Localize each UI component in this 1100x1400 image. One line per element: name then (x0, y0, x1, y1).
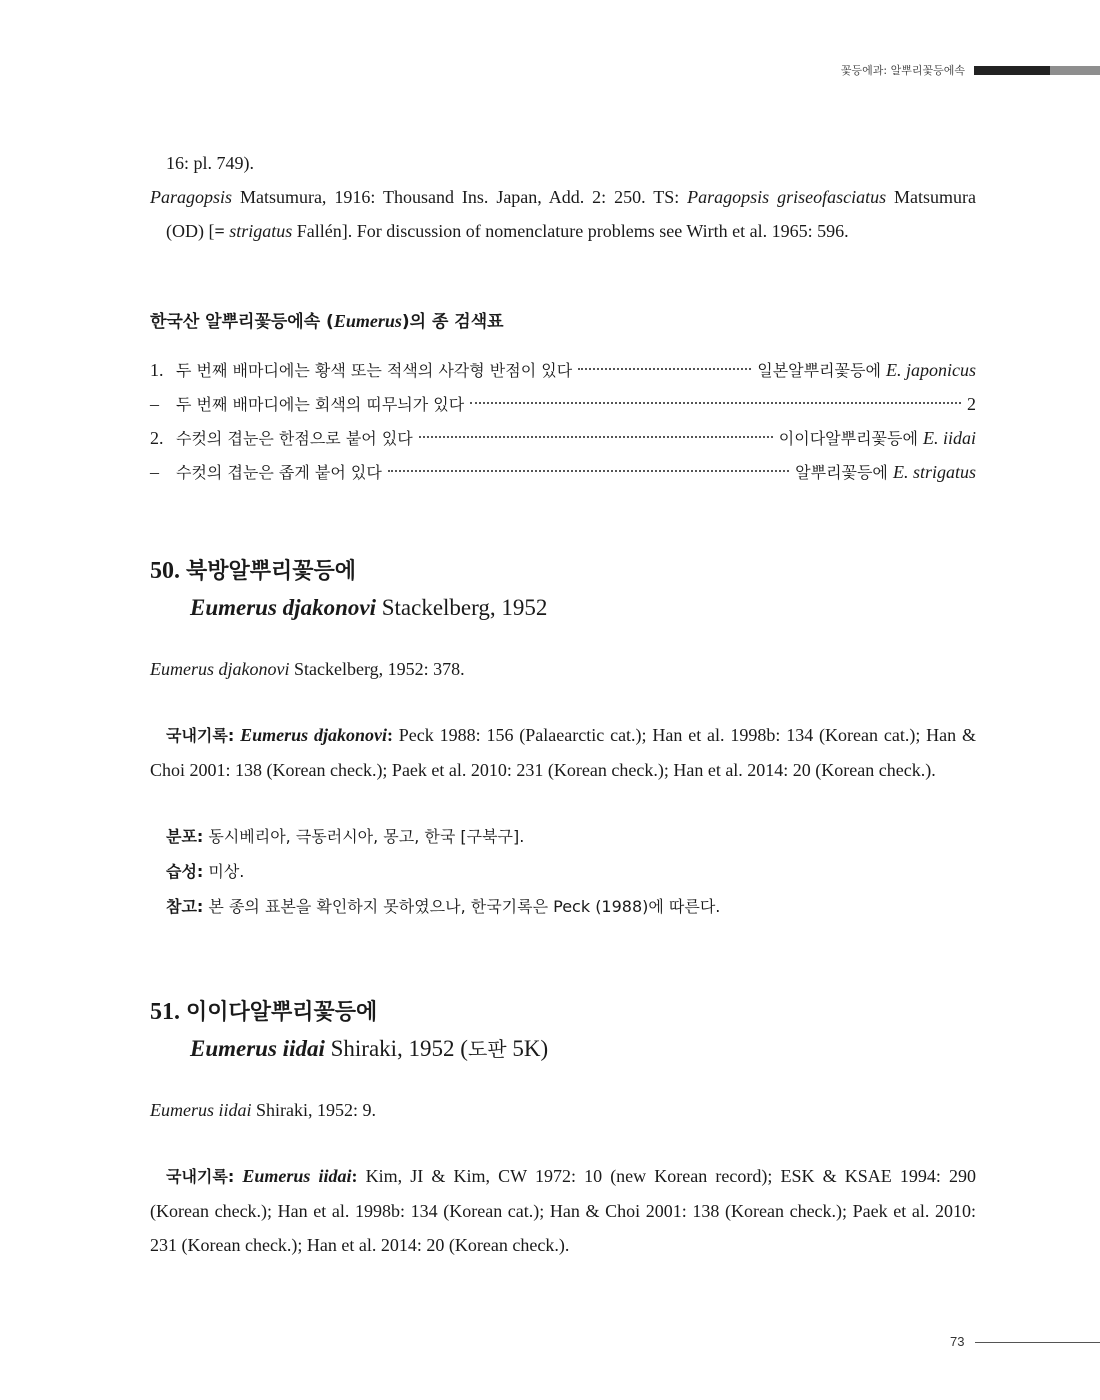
species-51-heading: 51. 이이다알뿌리꽃등에 Eumerus iidai Shiraki, 1952 (도판 5K) (150, 999, 549, 1061)
header-bar-dark (974, 66, 1050, 75)
key-row: 2. 수컷의 겹눈은 한점으로 붙어 있다 이이다알뿌리꽃등에 E. iidai (150, 428, 976, 448)
species-50-records: 국내기록: Eumerus djakonovi: Peck 1988: 156 (Palaearctic cat.); Han et al. 1998b: 134 (Korean cat.); Han & Choi 2001: 138 (Korean check.); Paek et al. 2010: 231 (Korean check.); Han et al. 2014: 20 (Korean check.). (150, 725, 976, 780)
species-50-note: 참고: 본 종의 표본을 확인하지 못하였으나, 한국기록은 Peck (1988)에 따른다. (166, 897, 721, 916)
species-51-citation: Eumerus iidai Shiraki, 1952: 9. (150, 1100, 376, 1120)
running-title: 꽃등에과: 알뿌리꽃등에속 (840, 64, 965, 77)
page-number: 73 (950, 1334, 965, 1349)
synonym-genus: Paragopsis (150, 187, 233, 207)
key-row: – 두 번째 배마디에는 회색의 띠무늬가 있다 2 (150, 394, 976, 414)
species-50-heading: 50. 북방알뿌리꽃등에 Eumerus djakonovi Stackelberg, 1952 (150, 558, 548, 620)
leader-dots (470, 402, 961, 404)
key-row: – 수컷의 겹눈은 좁게 붙어 있다 알뿌리꽃등에 E. strigatus (150, 462, 976, 482)
species-50-citation: Eumerus djakonovi Stackelberg, 1952: 378. (150, 659, 465, 679)
header-bar-gray (1050, 66, 1100, 75)
leader-dots (419, 436, 773, 438)
synonym-type-species: Paragopsis griseofasciatus (687, 187, 887, 207)
identification-key (150, 353, 976, 489)
intro-continuation: 16: pl. 749). (166, 153, 254, 173)
page-content (150, 146, 976, 1262)
key-row: 1. 두 번째 배마디에는 황색 또는 적색의 사각형 반점이 있다 일본알뿌리꽃등에 E. japonicus (150, 360, 976, 380)
leader-dots (388, 470, 789, 472)
key-title: 한국산 알뿌리꽃등에속 (Eumerus)의 종 검색표 (150, 311, 504, 332)
intro-synonym: Paragopsis Matsumura, 1916: Thousand Ins. Japan, Add. 2: 250. TS: Paragopsis griseofasciatus Matsumura (OD) [= strigatus Fallén]. For discussion of nomenclature problems see Wirth et al. 1965: 596. (150, 187, 977, 241)
leader-dots (578, 368, 751, 370)
running-header (841, 62, 1100, 78)
footer-rule (975, 1342, 1100, 1343)
species-51-records: 국내기록: Eumerus iidai: Kim, JI & Kim, CW 1972: 10 (new Korean record); ESK & KSAE 1994: 290 (Korean check.); Han et al. 1998b: 134 (Korean cat.); Han & Choi 2001: 138 (Korean check.); Paek et al. 2010: 231 (Korean check.); Han et al. 2014: 20 (Korean check.). (150, 1166, 976, 1255)
species-50-distribution: 분포: 동시베리아, 극동러시아, 몽고, 한국 [구북구]. (166, 827, 525, 846)
species-50-habit: 습성: 미상. (166, 862, 245, 881)
